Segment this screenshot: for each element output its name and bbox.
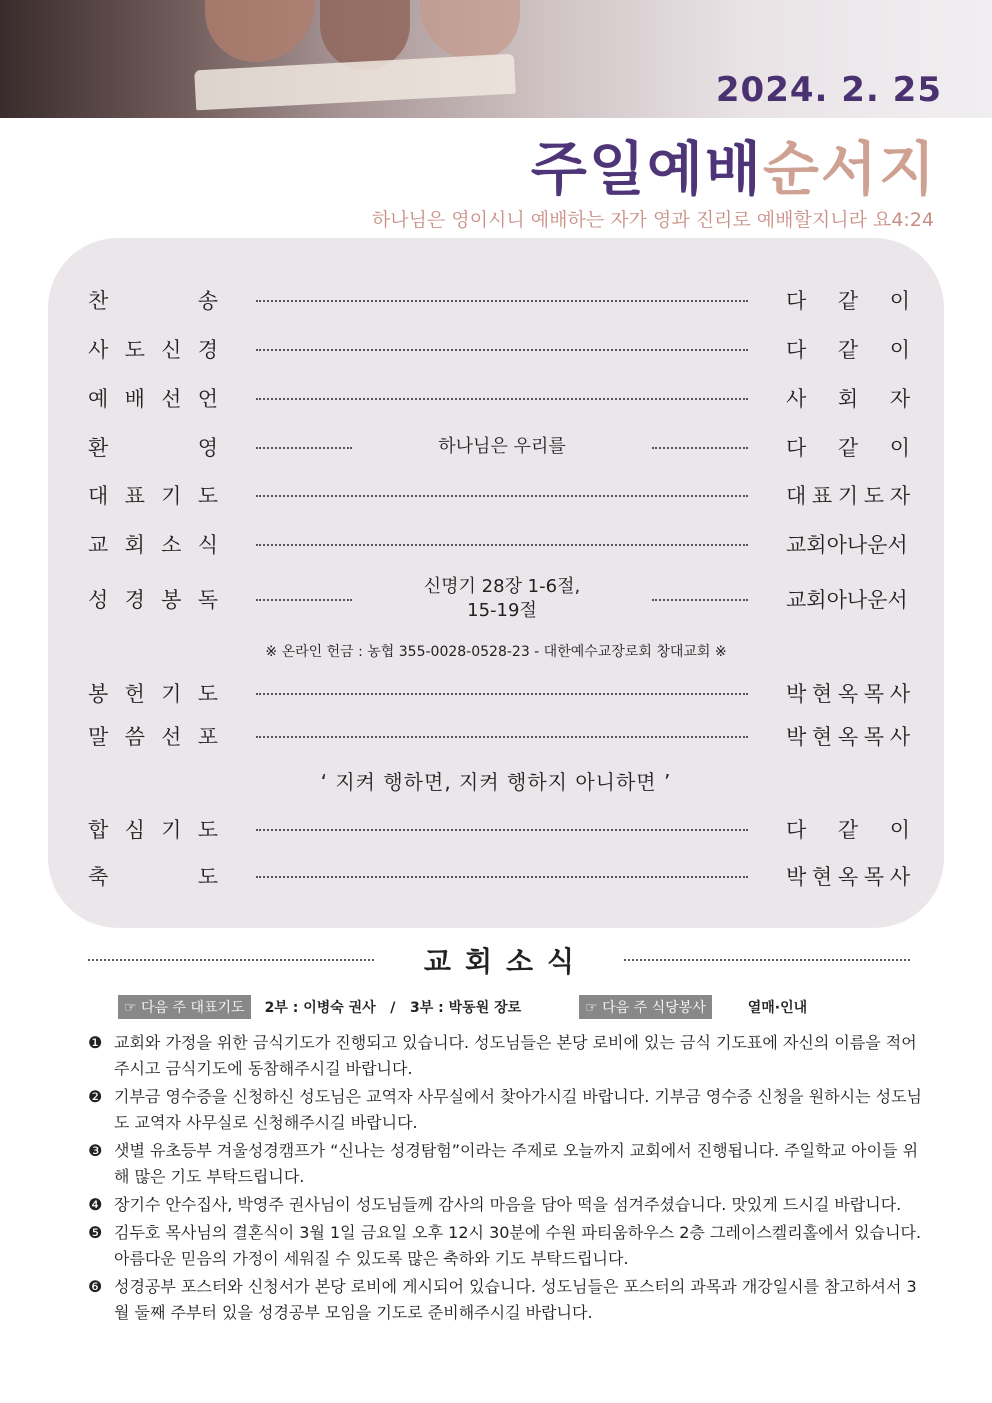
- praying-hands-image: [205, 0, 315, 62]
- order-label: 축 도: [88, 865, 218, 889]
- number-bullet-icon: ❻: [88, 1277, 103, 1296]
- dotted-leader: [256, 691, 748, 695]
- prayer-tag: ☞ 다음 주 대표기도: [118, 995, 251, 1019]
- order-leader: 박 현 옥 목 사: [786, 725, 910, 749]
- dotted-leader: [256, 493, 748, 497]
- order-row: [88, 576, 910, 621]
- next-week-roles: [118, 995, 821, 1019]
- meal-value: 열매·인내: [747, 1000, 808, 1016]
- dotted-leader: [256, 874, 748, 878]
- news-list: [88, 1030, 928, 1328]
- dotted-leader: [256, 347, 748, 351]
- page-title: 주일예배순서지: [530, 135, 937, 203]
- order-label: 찬 송: [88, 289, 218, 313]
- order-row: [88, 430, 910, 464]
- order-row: [88, 527, 910, 561]
- news-item: [88, 1030, 928, 1082]
- order-detail: 신명기 28장 1-6절, 15-19절: [423, 576, 581, 621]
- news-text: 김두호 목사님의 결혼식이 3월 1일 금요일 오후 12시 30분에 수원 파티움하우스 2층 그레이스켈리홀에서 있습니다. 아름다운 믿음의 가정이 세워질 수 있도록 많은 축하와 기도 부탁드립니다.: [114, 1223, 922, 1268]
- news-text: 교회와 가정을 위한 금식기도가 진행되고 있습니다. 성도님들은 본당 로비에 있는 금식 기도표에 자신의 이름을 적어주시고 금식기도에 동참해주시길 바랍니다.: [114, 1033, 917, 1078]
- news-text: 샛별 유초등부 겨울성경캠프가 “신나는 성경탐험”이라는 주제로 오늘까지 교회에서 진행됩니다. 주일학교 아이들 위해 많은 기도 부탁드립니다.: [114, 1141, 919, 1186]
- order-leader: 교회아나운서: [786, 533, 908, 557]
- order-label: 교 회 소 식: [88, 533, 218, 557]
- dotted-leader: [256, 445, 352, 449]
- order-label: 말 씀 선 포: [88, 725, 218, 749]
- open-bible-image: [194, 54, 516, 111]
- news-item: [88, 1220, 928, 1272]
- number-bullet-icon: ❹: [88, 1195, 103, 1214]
- order-leader: 대 표 기 도 자: [786, 484, 910, 508]
- news-title: 교회소식: [423, 945, 589, 978]
- order-leader: 다 같 이: [786, 436, 910, 460]
- order-leader: 다 같 이: [786, 818, 910, 842]
- number-bullet-icon: ❷: [88, 1087, 103, 1106]
- order-row: [88, 381, 910, 415]
- dotted-leader: [256, 597, 352, 601]
- order-row: [88, 859, 910, 893]
- news-item: [88, 1192, 928, 1218]
- order-detail: 하나님은 우리를: [438, 436, 566, 457]
- news-item: [88, 1084, 928, 1136]
- dotted-leader: [256, 542, 748, 546]
- news-text: 기부금 영수증을 신청하신 성도님은 교역자 사무실에서 찾아가시길 바랍니다. 기부금 영수증 신청을 원하시는 성도님도 교역자 사무실로 신청해주시길 바랍니다.: [114, 1087, 923, 1132]
- bible-verse: 하나님은 영이시니 예배하는 자가 영과 진리로 예배할지니라 요4:24: [371, 209, 934, 231]
- service-date: 2024. 2. 25: [715, 70, 942, 110]
- meal-tag: ☞ 다음 주 식당봉사: [579, 995, 712, 1019]
- news-text: 장기수 안수집사, 박영주 권사님이 성도님들께 감사의 마음을 담아 떡을 섬겨주셨습니다. 맛있게 드시길 바랍니다.: [114, 1195, 902, 1214]
- order-leader: 박 현 옥 목 사: [786, 865, 910, 889]
- order-label: 환 영: [88, 436, 218, 460]
- order-row: [88, 676, 910, 710]
- order-row: [88, 719, 910, 753]
- dotted-leader: [256, 298, 748, 302]
- prayer-value: 2부 : 이병숙 권사 / 3부 : 박동원 장로: [264, 1000, 522, 1016]
- dotted-leader: [652, 445, 748, 449]
- order-leader: 다 같 이: [786, 289, 910, 313]
- order-row: [88, 283, 910, 317]
- divider: [624, 959, 910, 961]
- order-row: [88, 812, 910, 846]
- order-leader: 교회아나운서: [786, 588, 908, 612]
- order-label: 성 경 봉 독: [88, 588, 218, 612]
- divider: [88, 959, 374, 961]
- order-label: 사 도 신 경: [88, 338, 218, 362]
- order-label: 봉 헌 기 도: [88, 682, 218, 706]
- order-row: [88, 332, 910, 366]
- order-leader: 박 현 옥 목 사: [786, 682, 910, 706]
- dotted-leader: [256, 734, 748, 738]
- news-heading: [88, 942, 910, 978]
- order-leader: 다 같 이: [786, 338, 910, 362]
- order-leader: 사 회 자: [786, 387, 910, 411]
- number-bullet-icon: ❸: [88, 1141, 103, 1160]
- dotted-leader: [256, 827, 748, 831]
- offering-note: ※ 온라인 헌금 : 농협 355-0028-0528-23 - 대한예수교장로회 창대교회 ※: [265, 644, 727, 660]
- number-bullet-icon: ❶: [88, 1033, 103, 1052]
- order-label: 대 표 기 도: [88, 484, 218, 508]
- dotted-leader: [652, 597, 748, 601]
- praying-hands-image: [420, 0, 520, 60]
- order-label: 예 배 선 언: [88, 387, 218, 411]
- news-item: [88, 1274, 928, 1326]
- news-item: [88, 1138, 928, 1190]
- sermon-title: ‘ 지켜 행하면, 지켜 행하지 아니하면 ’: [320, 770, 672, 794]
- order-label: 합 심 기 도: [88, 818, 218, 842]
- order-row: [88, 478, 910, 512]
- news-text: 성경공부 포스터와 신청서가 본당 로비에 게시되어 있습니다. 성도님들은 포스터의 과목과 개강일시를 참고하셔서 3월 둘째 주부터 있을 성경공부 모임을 기도로 준비해주시길 바랍니다.: [114, 1277, 917, 1322]
- dotted-leader: [256, 396, 748, 400]
- number-bullet-icon: ❺: [88, 1223, 103, 1242]
